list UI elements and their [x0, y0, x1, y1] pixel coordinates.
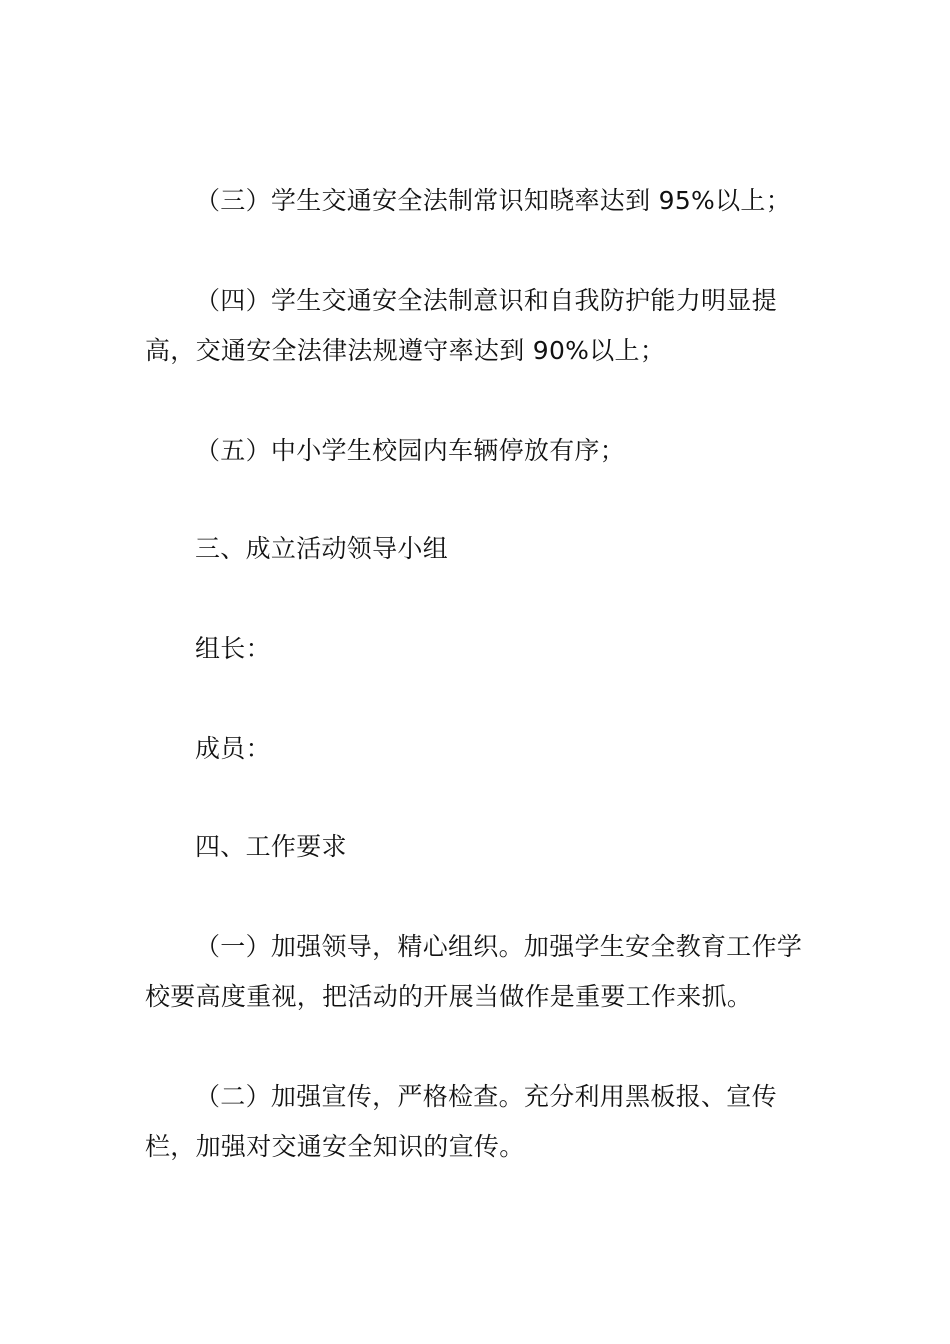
paragraph-requirement-2: （二）加强宣传，严格检查。充分利用黑板报、宣传栏，加强对交通安全知识的宣传。 [145, 1082, 777, 1161]
section-heading-work-requirements: 四、工作要求 [195, 832, 347, 861]
paragraph-goal-5: （五）中小学生校园内车辆停放有序； [195, 436, 626, 465]
paragraph-requirement-1: （一）加强领导，精心组织。加强学生安全教育工作学校要高度重视，把活动的开展当做作是重要工作来抓。 [145, 932, 803, 1011]
group-members-line: 成员： [195, 734, 271, 763]
group-leader-line: 组长： [195, 634, 271, 663]
paragraph-goal-4: （四）学生交通安全法制意识和自我防护能力明显提高，交通安全法律法规遵守率达到 90%以上； [145, 286, 777, 365]
section-heading-leadership-group: 三、成立活动领导小组 [195, 534, 449, 563]
paragraph-goal-3: （三）学生交通安全法制常识知晓率达到 95%以上； [195, 186, 792, 215]
